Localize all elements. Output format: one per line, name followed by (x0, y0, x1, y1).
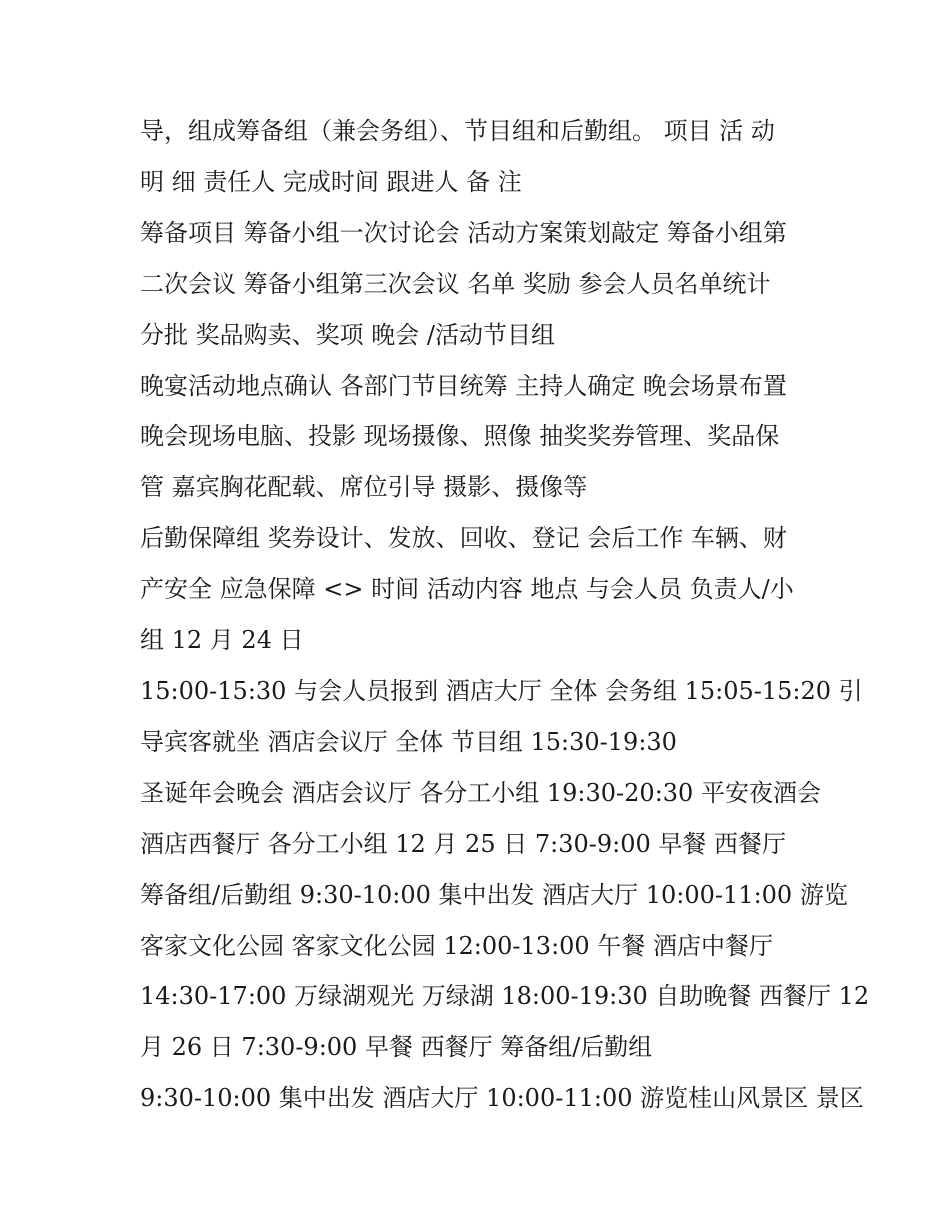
text-line-5: 分批 奖品购卖、奖项 晚会 /活动节目组 (140, 320, 555, 349)
text-line-10: 产安全 应急保障 <> 时间 活动内容 地点 与会人员 负责人/小 (140, 575, 794, 604)
text-line-20: 9:30-10:00 集中出发 酒店大厅 10:00-11:00 游览桂山风景区 景区 (140, 1084, 864, 1113)
text-line-4: 二次会议 筹备小组第三次会议 名单 奖励 参会人员名单统计 (140, 269, 771, 298)
text-line-12: 15:00-15:30 与会人员报到 酒店大厅 全体 会务组 15:05-15:20 引 (140, 676, 863, 705)
text-line-2: 明 细 责任人 完成时间 跟进人 备 注 (140, 167, 522, 196)
text-line-6: 晚宴活动地点确认 各部门节目统筹 主持人确定 晚会场景布置 (140, 371, 787, 400)
text-line-1: 导，组成筹备组（兼会务组）、节目组和后勤组。 项目 活 动 (140, 117, 775, 145)
text-line-11: 组 12 月 24 日 (140, 626, 304, 655)
document-body (140, 106, 870, 1124)
text-line-3: 筹备项目 筹备小组一次讨论会 活动方案策划敲定 筹备小组第 (140, 218, 787, 247)
text-line-14: 圣诞年会晚会 酒店会议厅 各分工小组 19:30-20:30 平安夜酒会 (140, 778, 821, 807)
text-line-15: 酒店西餐厅 各分工小组 12 月 25 日 7:30-9:00 早餐 西餐厅 (140, 829, 787, 858)
text-line-17: 客家文化公园 客家文化公园 12:00-13:00 午餐 酒店中餐厅 (140, 931, 773, 960)
text-line-16: 筹备组/后勤组 9:30-10:00 集中出发 酒店大厅 10:00-11:00 游览 (140, 880, 848, 909)
text-line-9: 后勤保障组 奖券设计、发放、回收、登记 会后工作 车辆、财 (140, 524, 787, 553)
text-line-18: 14:30-17:00 万绿湖观光 万绿湖 18:00-19:30 自助晚餐 西餐厅 12 (140, 982, 870, 1011)
text-line-8: 管 嘉宾胸花配载、席位引导 摄影、摄像等 (140, 473, 588, 502)
text-line-13: 导宾客就坐 酒店会议厅 全体 节目组 15:30-19:30 (140, 727, 677, 756)
text-line-7: 晚会现场电脑、投影 现场摄像、照像 抽奖奖券管理、奖品保 (140, 422, 780, 451)
text-line-19: 月 26 日 7:30-9:00 早餐 西餐厅 筹备组/后勤组 (140, 1033, 653, 1062)
